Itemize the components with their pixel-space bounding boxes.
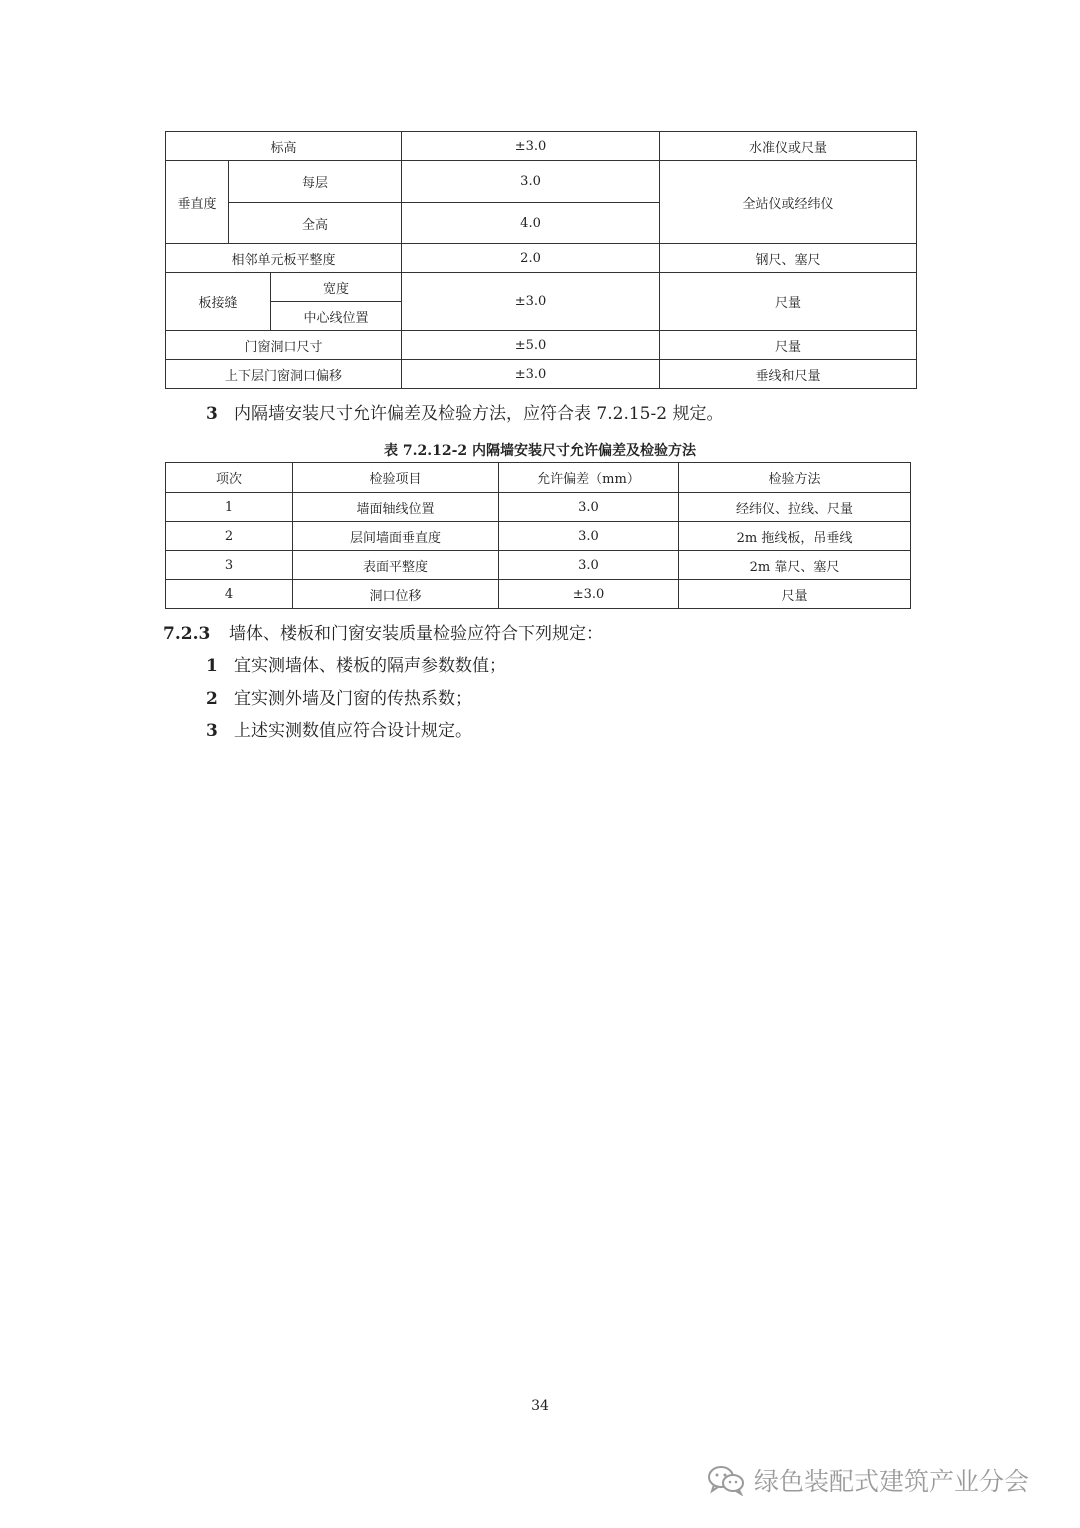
sub-item-cell: 每层 bbox=[229, 161, 402, 203]
column-header: 检验方法 bbox=[679, 463, 911, 493]
item-number: 1 bbox=[206, 656, 218, 676]
section-heading bbox=[163, 619, 603, 644]
table-row bbox=[166, 493, 911, 522]
page-number: 34 bbox=[531, 1398, 549, 1414]
table-cell: 表面平整度 bbox=[293, 551, 499, 580]
watermark bbox=[706, 1462, 1029, 1498]
table-cell: 层间墙面垂直度 bbox=[293, 522, 499, 551]
deviation-cell: 2.0 bbox=[402, 244, 660, 273]
table-row bbox=[166, 331, 917, 360]
table-header-row bbox=[166, 463, 911, 493]
table-row bbox=[166, 360, 917, 389]
clause-paragraph bbox=[206, 399, 723, 424]
table-cell: 4 bbox=[166, 580, 293, 609]
table-cell: 经纬仪、拉线、尺量 bbox=[679, 493, 911, 522]
table-cell: 3 bbox=[166, 551, 293, 580]
clause-text: 内隔墙安装尺寸允许偏差及检验方法，应符合表 7.2.15-2 规定。 bbox=[234, 404, 724, 424]
deviation-cell: 4.0 bbox=[402, 203, 660, 244]
section-number: 7.2.3 bbox=[163, 624, 211, 644]
table-row bbox=[166, 244, 917, 273]
table-cell: 1 bbox=[166, 493, 293, 522]
method-cell: 水准仪或尺量 bbox=[660, 132, 917, 161]
method-cell: 尺量 bbox=[660, 331, 917, 360]
item-text: 上述实测数值应符合设计规定。 bbox=[234, 721, 472, 741]
item-cell: 上下层门窗洞口偏移 bbox=[166, 360, 402, 389]
deviation-cell: ±3.0 bbox=[402, 132, 660, 161]
table-row bbox=[166, 132, 917, 161]
item-number: 3 bbox=[206, 721, 218, 741]
column-header: 检验项目 bbox=[293, 463, 499, 493]
deviation-cell: ±5.0 bbox=[402, 331, 660, 360]
watermark-text: 绿色装配式建筑产业分会 bbox=[754, 1467, 1030, 1496]
table-caption: 表 7.2.12-2 内隔墙安装尺寸允许偏差及检验方法 bbox=[383, 443, 696, 459]
table-row bbox=[166, 273, 917, 302]
group-cell: 板接缝 bbox=[166, 273, 271, 331]
item-cell: 标高 bbox=[166, 132, 402, 161]
deviation-cell: ±3.0 bbox=[402, 360, 660, 389]
item-text: 宜实测墙体、楼板的隔声参数数值； bbox=[234, 656, 506, 676]
table-row bbox=[166, 580, 911, 609]
sub-item-cell: 全高 bbox=[229, 203, 402, 244]
item-cell: 门窗洞口尺寸 bbox=[166, 331, 402, 360]
table-cell: 3.0 bbox=[499, 522, 679, 551]
list-item bbox=[206, 684, 472, 709]
table-cell: 墙面轴线位置 bbox=[293, 493, 499, 522]
partition-wall-tolerance-table bbox=[165, 462, 911, 609]
table-row bbox=[166, 522, 911, 551]
column-header: 项次 bbox=[166, 463, 293, 493]
column-header: 允许偏差（mm） bbox=[499, 463, 679, 493]
method-cell: 全站仪或经纬仪 bbox=[660, 161, 917, 244]
table-cell: 2 bbox=[166, 522, 293, 551]
table-row bbox=[166, 551, 911, 580]
table-cell: ±3.0 bbox=[499, 580, 679, 609]
list-item bbox=[206, 651, 506, 676]
sub-item-cell: 中心线位置 bbox=[271, 302, 402, 331]
item-cell: 相邻单元板平整度 bbox=[166, 244, 402, 273]
deviation-cell: ±3.0 bbox=[402, 273, 660, 331]
wechat-icon bbox=[706, 1464, 746, 1496]
table-cell: 2m 靠尺、塞尺 bbox=[679, 551, 911, 580]
section-text: 墙体、楼板和门窗安装质量检验应符合下列规定： bbox=[229, 624, 603, 644]
table-cell: 洞口位移 bbox=[293, 580, 499, 609]
table-cell: 3.0 bbox=[499, 493, 679, 522]
group-cell: 垂直度 bbox=[166, 161, 229, 244]
clause-number: 3 bbox=[206, 404, 218, 424]
list-item bbox=[206, 716, 472, 741]
table-row bbox=[166, 161, 917, 203]
deviation-cell: 3.0 bbox=[402, 161, 660, 203]
method-cell: 尺量 bbox=[660, 273, 917, 331]
item-text: 宜实测外墙及门窗的传热系数； bbox=[234, 689, 472, 709]
table-cell: 尺量 bbox=[679, 580, 911, 609]
sub-item-cell: 宽度 bbox=[271, 273, 402, 302]
table-cell: 2m 拖线板，吊垂线 bbox=[679, 522, 911, 551]
method-cell: 垂线和尺量 bbox=[660, 360, 917, 389]
tolerance-table-continued bbox=[165, 131, 917, 389]
method-cell: 钢尺、塞尺 bbox=[660, 244, 917, 273]
item-number: 2 bbox=[206, 689, 218, 709]
table-cell: 3.0 bbox=[499, 551, 679, 580]
